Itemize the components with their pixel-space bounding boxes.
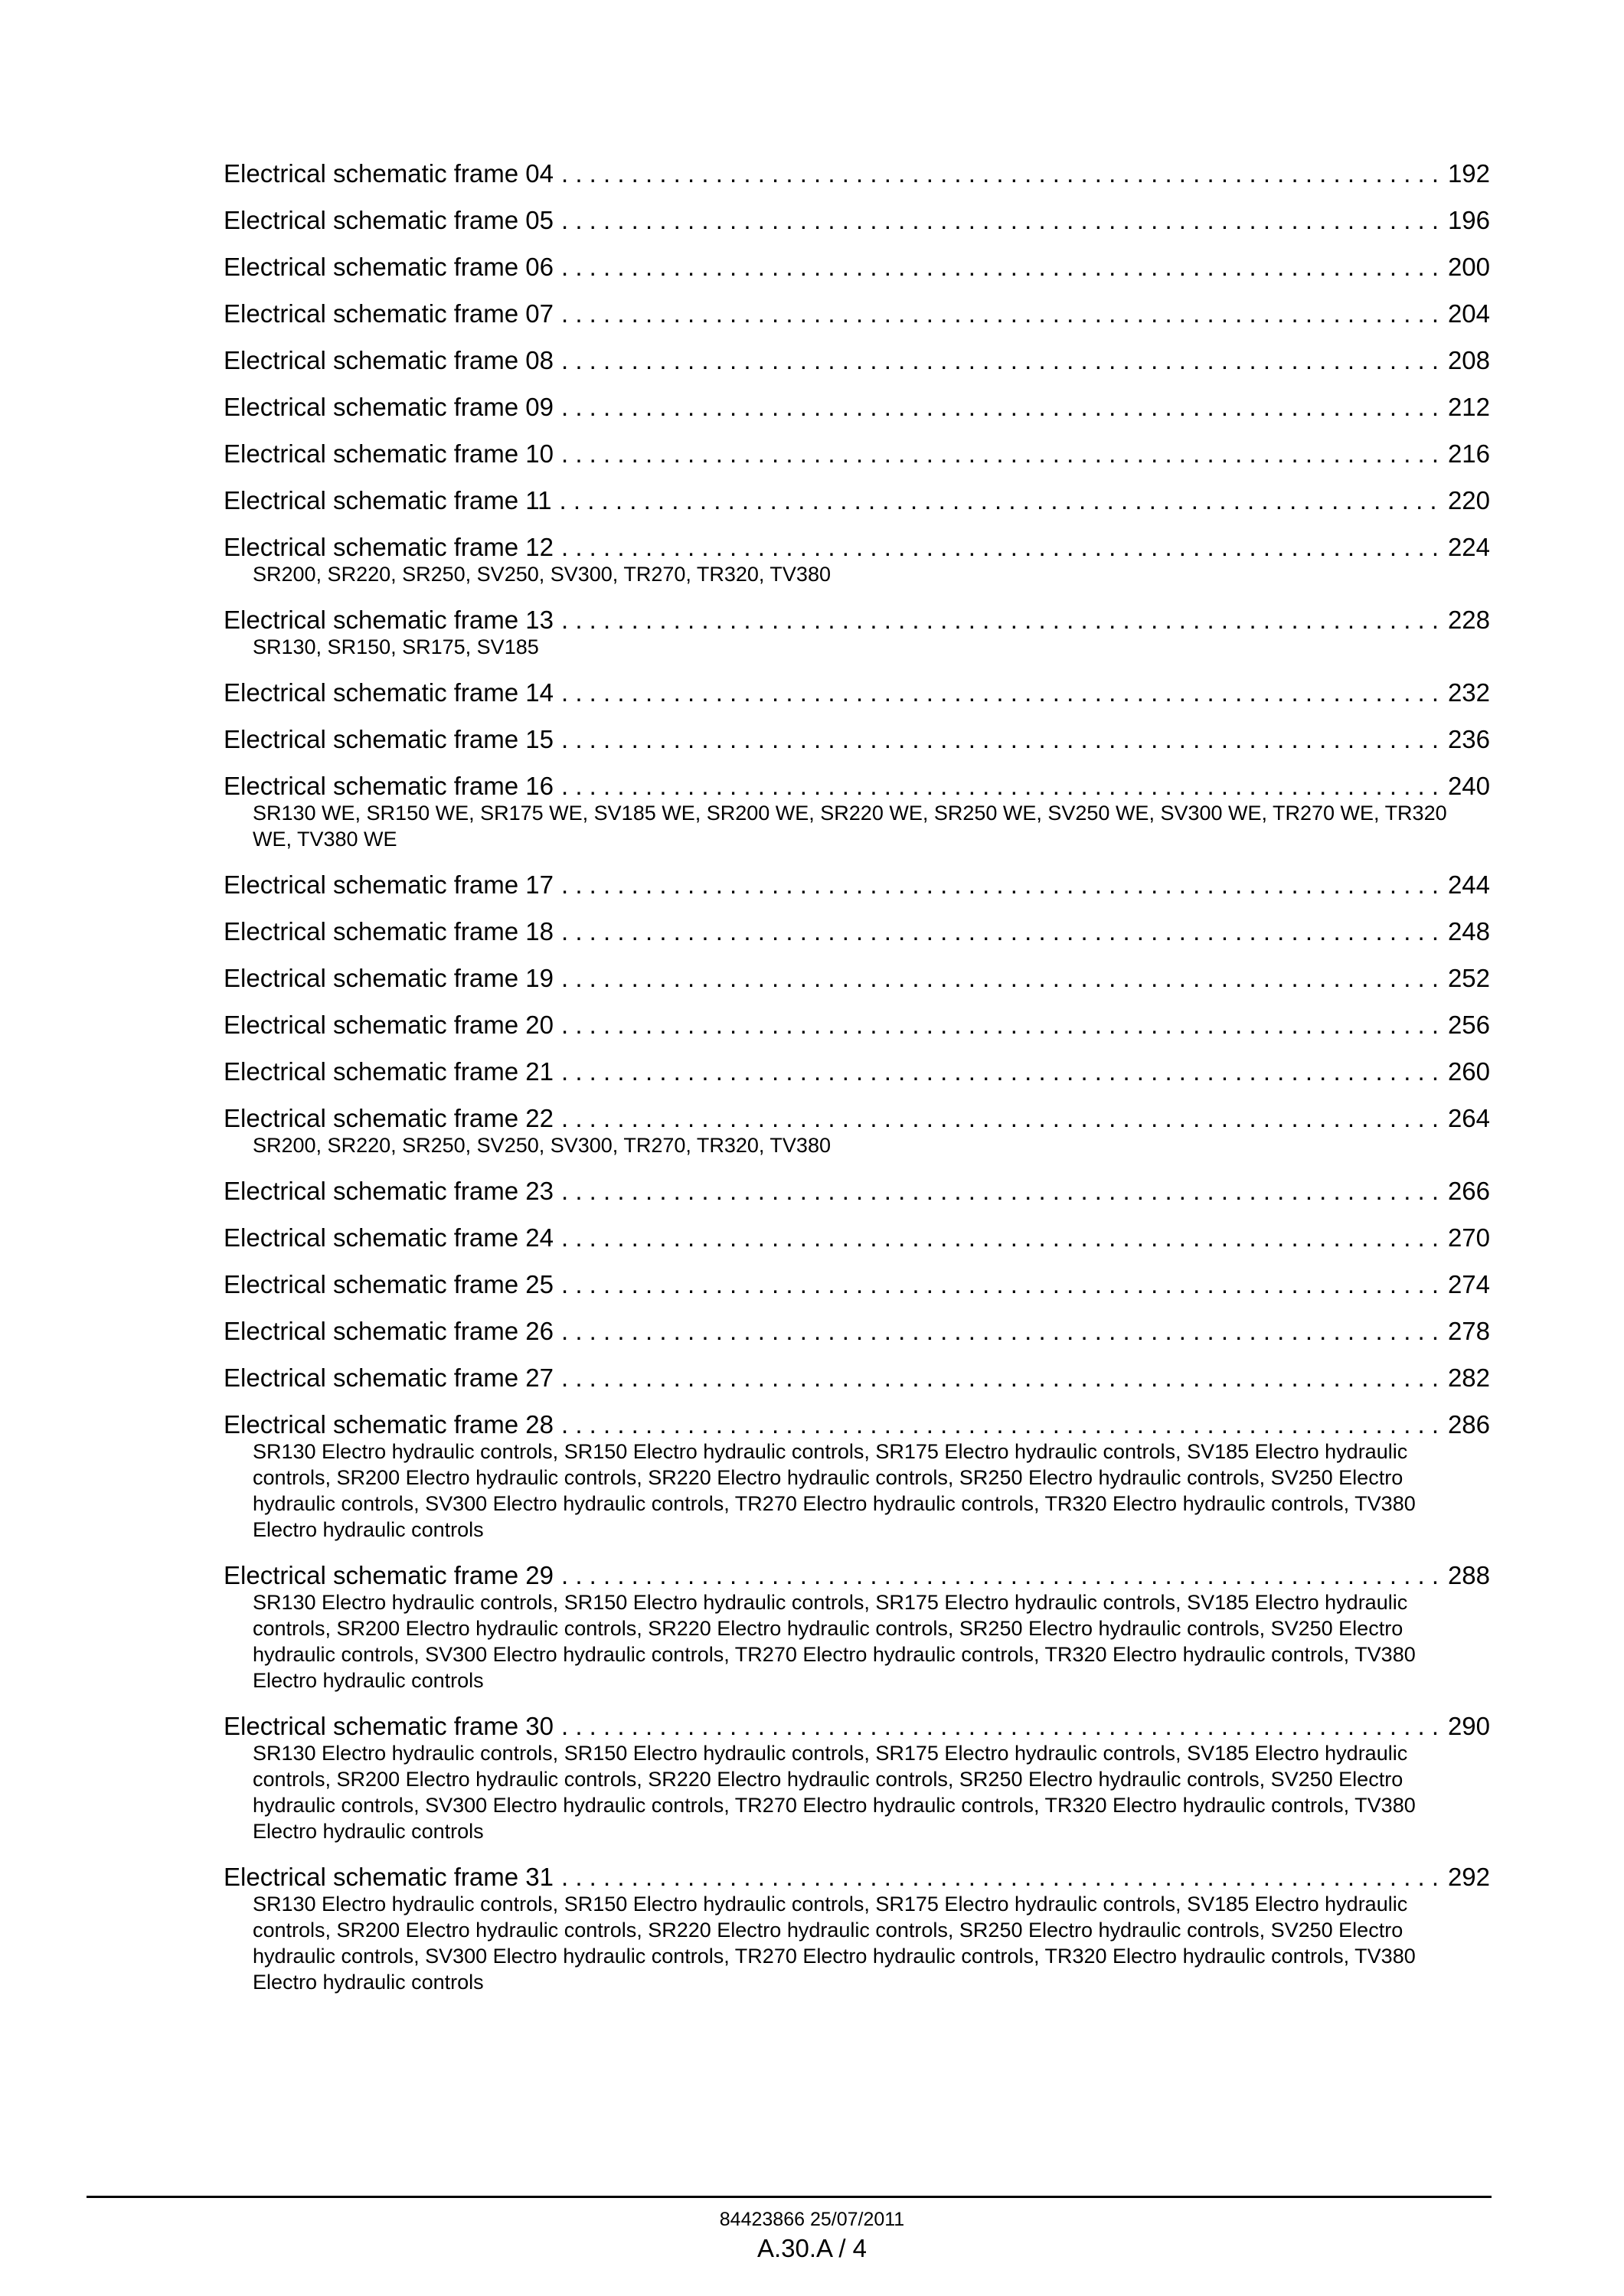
- toc-entry-title: Electrical schematic frame 28: [224, 1410, 554, 1439]
- toc-entry-page: 232: [1447, 678, 1490, 707]
- toc-entry[interactable]: [224, 908, 1490, 955]
- dot-leader: [561, 1048, 1443, 1095]
- toc-entry-page: 220: [1447, 486, 1490, 514]
- footer-divider: [87, 2196, 1492, 2198]
- dot-leader: [561, 430, 1443, 477]
- toc-entry-models: SR130 Electro hydraulic controls, SR150 Electro hydraulic controls, SR175 Electro hydraulic controls, SV185 Electro hydraulic controls, SR200 Electro hydraulic controls, SR220 Electro hydraulic controls, SR250 Electro hydraulic controls, SV250 Electro hydraulic controls, SV300 Electro hydraulic controls, TR270 Electro hydraulic controls, TR320 Electro hydraulic controls, TV380 Electro hydraulic controls: [253, 1742, 1416, 1843]
- toc-entry[interactable]: [224, 1354, 1490, 1401]
- toc-entry-line: [224, 430, 1490, 477]
- dot-leader: [561, 1001, 1443, 1048]
- toc-entry-title: Electrical schematic frame 09: [224, 393, 554, 421]
- toc-entry-line: [224, 477, 1490, 524]
- dot-leader: [561, 596, 1443, 643]
- toc-entry-line: [224, 150, 1490, 197]
- toc-entry-line: [224, 669, 1490, 716]
- toc-entry-page: 224: [1447, 533, 1490, 561]
- toc-entry-title: Electrical schematic frame 04: [224, 159, 554, 188]
- toc-entry-page: 200: [1447, 253, 1490, 281]
- toc-entry-page: 248: [1447, 917, 1490, 946]
- toc-entry[interactable]: [224, 1001, 1490, 1048]
- dot-leader: [561, 1214, 1443, 1261]
- toc-entry-line: [224, 716, 1490, 763]
- toc-entry-models: SR130, SR150, SR175, SV185: [253, 635, 539, 658]
- toc-entry-line: [224, 955, 1490, 1001]
- toc-entry[interactable]: [224, 1308, 1490, 1354]
- toc-entry-title: Electrical schematic frame 27: [224, 1364, 554, 1392]
- toc-entry-title: Electrical schematic frame 23: [224, 1177, 554, 1205]
- dot-leader: [561, 1308, 1443, 1354]
- toc-entry-page: 286: [1447, 1410, 1490, 1439]
- toc-entry-models: SR200, SR220, SR250, SV250, SV300, TR270, TR320, TV380: [253, 563, 831, 586]
- dot-leader: [561, 955, 1443, 1001]
- toc-entry[interactable]: [224, 763, 1490, 852]
- toc-entry-page: 204: [1447, 299, 1490, 328]
- dot-leader: [561, 1261, 1443, 1308]
- toc-entry[interactable]: [224, 1048, 1490, 1095]
- toc-entry-page: 208: [1447, 346, 1490, 374]
- dot-leader: [561, 384, 1443, 430]
- toc-entry-title: Electrical schematic frame 10: [224, 439, 554, 468]
- toc-entry-title: Electrical schematic frame 14: [224, 678, 554, 707]
- toc-entry-title: Electrical schematic frame 19: [224, 964, 554, 992]
- toc-entry[interactable]: [224, 1703, 1490, 1844]
- toc-entry[interactable]: [224, 716, 1490, 763]
- toc-entry[interactable]: [224, 290, 1490, 337]
- table-of-contents: [224, 150, 1490, 2004]
- toc-entry-page: 212: [1447, 393, 1490, 421]
- toc-entry-line: [224, 1214, 1490, 1261]
- toc-entry-line: [224, 337, 1490, 384]
- toc-entry-title: Electrical schematic frame 16: [224, 772, 554, 800]
- toc-entry-line: [224, 861, 1490, 908]
- dot-leader: [561, 669, 1443, 716]
- toc-entry-page: 256: [1447, 1011, 1490, 1039]
- toc-entry-page: 244: [1447, 870, 1490, 899]
- toc-entry-line: [224, 384, 1490, 430]
- toc-entry[interactable]: [224, 1214, 1490, 1261]
- toc-entry-page: 252: [1447, 964, 1490, 992]
- toc-entry-title: Electrical schematic frame 06: [224, 253, 554, 281]
- dot-leader: [560, 477, 1443, 524]
- toc-entry-line: [224, 243, 1490, 290]
- toc-entry-page: 236: [1447, 725, 1490, 753]
- toc-entry-title: Electrical schematic frame 24: [224, 1223, 554, 1252]
- toc-entry-page: 288: [1447, 1561, 1490, 1589]
- toc-entry[interactable]: [224, 384, 1490, 430]
- toc-entry-page: 292: [1447, 1863, 1490, 1891]
- toc-entry[interactable]: [224, 669, 1490, 716]
- toc-entry[interactable]: [224, 430, 1490, 477]
- document-id: 84423866 25/07/2011: [719, 2209, 905, 2230]
- dot-leader: [561, 861, 1443, 908]
- page-number: A.30.A / 4: [756, 2234, 868, 2262]
- toc-entry[interactable]: [224, 1168, 1490, 1214]
- toc-entry-page: 290: [1447, 1712, 1490, 1740]
- toc-entry-page: 260: [1447, 1057, 1490, 1086]
- toc-entry[interactable]: [224, 1261, 1490, 1308]
- toc-entry-title: Electrical schematic frame 15: [224, 725, 554, 753]
- dot-leader: [561, 337, 1443, 384]
- toc-entry-models: SR130 Electro hydraulic controls, SR150 Electro hydraulic controls, SR175 Electro hydraulic controls, SV185 Electro hydraulic controls, SR200 Electro hydraulic controls, SR220 Electro hydraulic controls, SR250 Electro hydraulic controls, SV250 Electro hydraulic controls, SV300 Electro hydraulic controls, TR270 Electro hydraulic controls, TR320 Electro hydraulic controls, TV380 Electro hydraulic controls: [253, 1893, 1416, 1994]
- toc-entry[interactable]: [224, 955, 1490, 1001]
- toc-entry-title: Electrical schematic frame 31: [224, 1863, 554, 1891]
- toc-entry-title: Electrical schematic frame 18: [224, 917, 554, 946]
- toc-entry-title: Electrical schematic frame 22: [224, 1104, 554, 1132]
- toc-entry-page: 228: [1447, 606, 1490, 634]
- toc-entry[interactable]: [224, 337, 1490, 384]
- toc-entry[interactable]: [224, 243, 1490, 290]
- toc-entry-title: Electrical schematic frame 05: [224, 206, 554, 234]
- dot-leader: [561, 908, 1443, 955]
- toc-entry[interactable]: [224, 1552, 1490, 1693]
- dot-leader: [561, 290, 1443, 337]
- toc-entry-title: Electrical schematic frame 07: [224, 299, 554, 328]
- toc-entry-title: Electrical schematic frame 12: [224, 533, 554, 561]
- toc-entry-models: SR130 Electro hydraulic controls, SR150 Electro hydraulic controls, SR175 Electro hydraulic controls, SV185 Electro hydraulic controls, SR200 Electro hydraulic controls, SR220 Electro hydraulic controls, SR250 Electro hydraulic controls, SV250 Electro hydraulic controls, SV300 Electro hydraulic controls, TR270 Electro hydraulic controls, TR320 Electro hydraulic controls, TV380 Electro hydraulic controls: [253, 1440, 1416, 1541]
- dot-leader: [561, 197, 1443, 243]
- toc-entry[interactable]: [224, 1401, 1490, 1543]
- toc-entry-models: SR130 WE, SR150 WE, SR175 WE, SV185 WE, SR200 WE, SR220 WE, SR250 WE, SV250 WE, SV300 WE, TR270 WE, TR320 WE, TV380 WE: [253, 802, 1447, 851]
- toc-entry-title: Electrical schematic frame 20: [224, 1011, 554, 1039]
- toc-entry[interactable]: [224, 150, 1490, 197]
- toc-entry-line: [224, 1048, 1490, 1095]
- toc-entry-line: [224, 908, 1490, 955]
- dot-leader: [561, 243, 1443, 290]
- toc-entry[interactable]: [224, 197, 1490, 243]
- toc-entry[interactable]: [224, 1853, 1490, 1995]
- dot-leader: [561, 716, 1443, 763]
- toc-entry-title: Electrical schematic frame 11: [224, 486, 552, 514]
- toc-entry-title: Electrical schematic frame 25: [224, 1270, 554, 1298]
- toc-entry-line: [224, 1354, 1490, 1401]
- toc-entry-page: 264: [1447, 1104, 1490, 1132]
- toc-entry-page: 266: [1447, 1177, 1490, 1205]
- toc-entry[interactable]: [224, 1095, 1490, 1158]
- toc-entry-line: [224, 290, 1490, 337]
- toc-entry-page: 216: [1447, 439, 1490, 468]
- toc-entry-page: 282: [1447, 1364, 1490, 1392]
- toc-entry[interactable]: [224, 596, 1490, 660]
- dot-leader: [561, 150, 1443, 197]
- toc-entry-page: 278: [1447, 1317, 1490, 1345]
- dot-leader: [561, 1168, 1443, 1214]
- toc-entry[interactable]: [224, 861, 1490, 908]
- toc-entry-page: 270: [1447, 1223, 1490, 1252]
- toc-entry-title: Electrical schematic frame 26: [224, 1317, 554, 1345]
- toc-entry-title: Electrical schematic frame 08: [224, 346, 554, 374]
- toc-entry[interactable]: [224, 524, 1490, 587]
- toc-entry-line: [224, 197, 1490, 243]
- dot-leader: [561, 1354, 1443, 1401]
- toc-entry-line: [224, 1261, 1490, 1308]
- toc-entry-page: 196: [1447, 206, 1490, 234]
- toc-entry-title: Electrical schematic frame 13: [224, 606, 554, 634]
- toc-entry-page: 240: [1447, 772, 1490, 800]
- toc-entry[interactable]: [224, 477, 1490, 524]
- toc-entry-page: 192: [1447, 159, 1490, 188]
- toc-entry-title: Electrical schematic frame 30: [224, 1712, 554, 1740]
- toc-entry-title: Electrical schematic frame 21: [224, 1057, 554, 1086]
- toc-entry-line: [224, 1308, 1490, 1354]
- toc-entry-title: Electrical schematic frame 17: [224, 870, 554, 899]
- toc-entry-page: 274: [1447, 1270, 1490, 1298]
- toc-entry-models: SR130 Electro hydraulic controls, SR150 Electro hydraulic controls, SR175 Electro hydraulic controls, SV185 Electro hydraulic controls, SR200 Electro hydraulic controls, SR220 Electro hydraulic controls, SR250 Electro hydraulic controls, SV250 Electro hydraulic controls, SV300 Electro hydraulic controls, TR270 Electro hydraulic controls, TR320 Electro hydraulic controls, TV380 Electro hydraulic controls: [253, 1591, 1416, 1692]
- toc-entry-title: Electrical schematic frame 29: [224, 1561, 554, 1589]
- toc-entry-line: [224, 1168, 1490, 1214]
- toc-entry-models: SR200, SR220, SR250, SV250, SV300, TR270, TR320, TV380: [253, 1134, 831, 1157]
- toc-entry-line: [224, 1001, 1490, 1048]
